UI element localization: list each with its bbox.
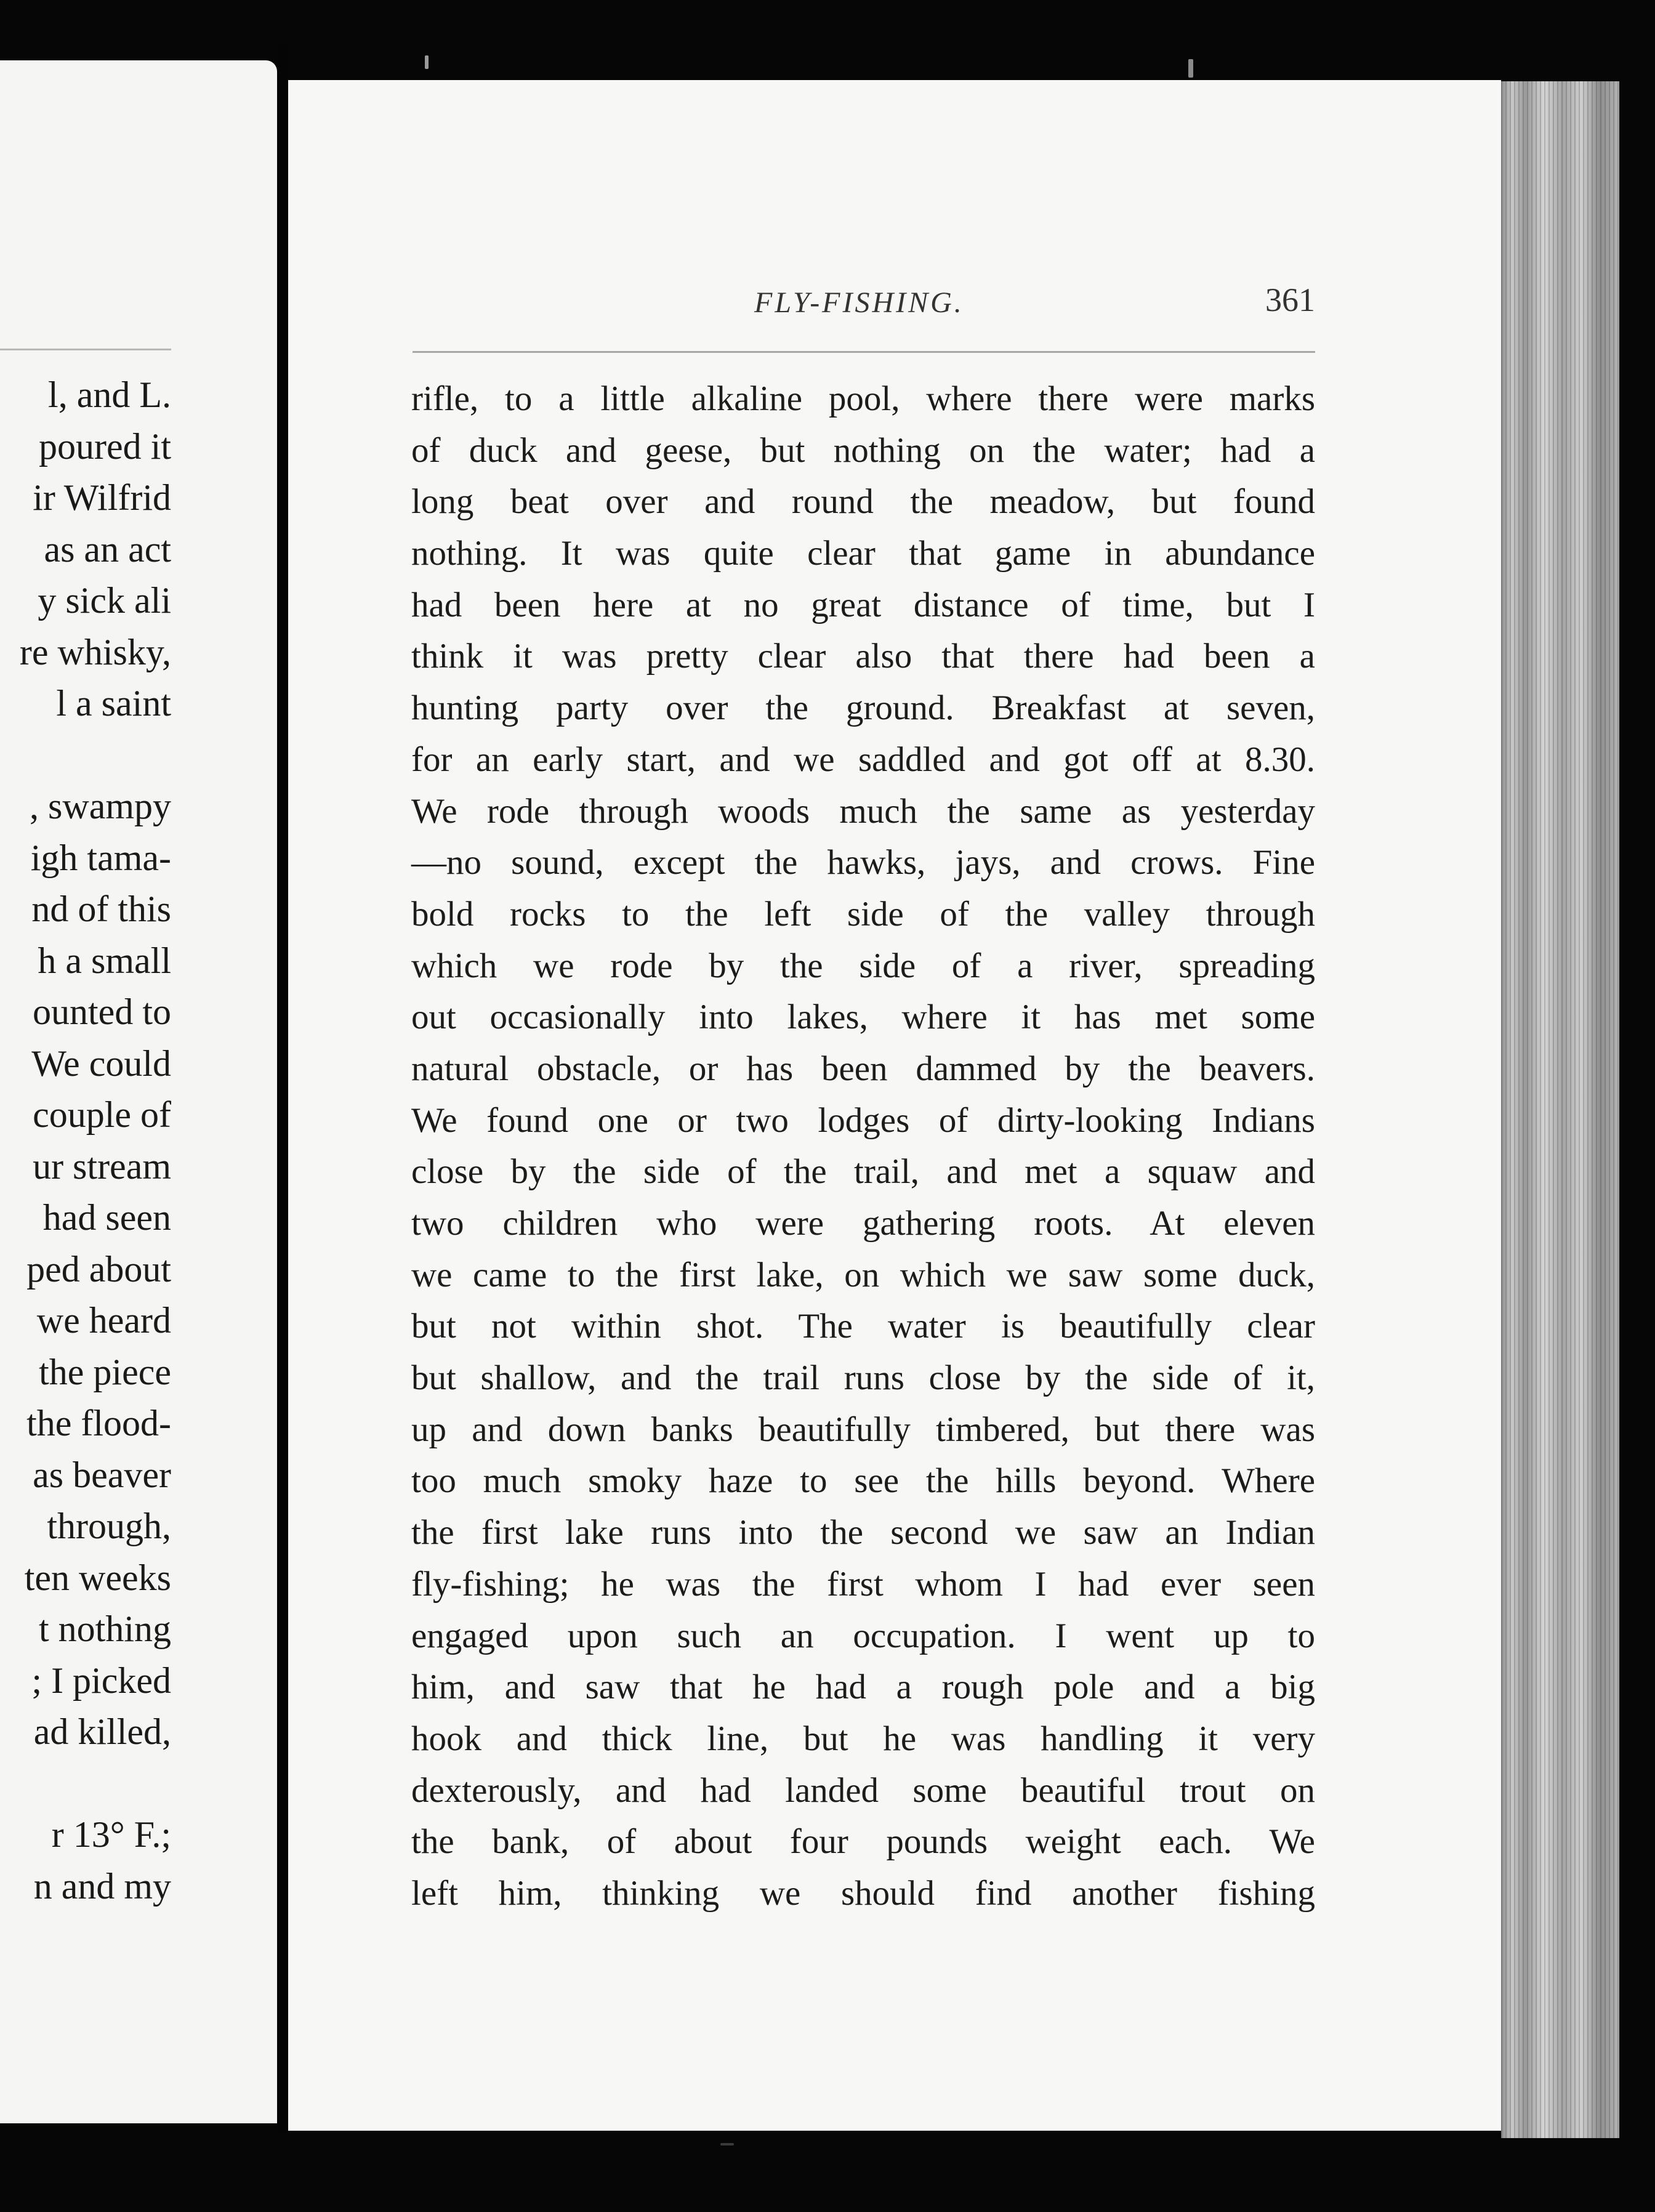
text-line: left him, thinking we should find another fishing <box>411 1873 1315 1913</box>
text-line: too much smoky haze to see the hills beyond. Where <box>411 1461 1315 1501</box>
left-line <box>0 730 171 781</box>
left-line: l, and L. <box>48 374 171 415</box>
text-line: close by the side of the trail, and met a squaw and <box>411 1152 1315 1192</box>
left-line: We could <box>31 1043 171 1084</box>
left-line: , swampy <box>30 786 171 826</box>
text-line: but shallow, and the trail runs close by the side of it, <box>411 1358 1315 1398</box>
left-line: ounted to <box>33 991 171 1032</box>
left-line: h a small <box>38 940 171 981</box>
left-line: re whisky, <box>19 631 171 672</box>
text-line: hunting party over the ground. Breakfast at seven, <box>411 688 1315 728</box>
text-line: of duck and geese, but nothing on the water; had a <box>411 430 1315 470</box>
text-line: —no sound, except the hawks, jays, and crows. Fine <box>411 843 1315 882</box>
text-line: think it was pretty clear also that there had been a <box>411 637 1315 676</box>
text-line: we came to the first lake, on which we saw some duck, <box>411 1255 1315 1294</box>
page-number: 361 <box>1265 281 1315 318</box>
left-line: ad killed, <box>33 1711 171 1752</box>
left-line: ir Wilfrid <box>33 477 171 518</box>
left-line: igh tama- <box>30 837 171 878</box>
left-line: ten weeks <box>24 1557 171 1598</box>
left-line: y sick ali <box>38 580 171 621</box>
text-line: We rode through woods much the same as yesterday <box>411 791 1315 831</box>
text-line: fly-fishing; he was the first whom I had ever seen <box>411 1564 1315 1604</box>
left-line: the piece <box>39 1351 171 1392</box>
scan-speck <box>425 55 429 69</box>
left-line: the flood- <box>26 1403 171 1443</box>
text-line: up and down banks beautifully timbered, but there was <box>411 1410 1315 1449</box>
scan-speck <box>1188 59 1193 78</box>
scan-speck <box>720 2143 734 2145</box>
text-line: the first lake runs into the second we saw an Indian <box>411 1513 1315 1552</box>
page-block-edge-texture <box>1501 81 1619 2138</box>
left-line: ped about <box>26 1248 171 1290</box>
text-line: rifle, to a little alkaline pool, where there were marks <box>411 379 1315 418</box>
text-line: the bank, of about four pounds weight each. We <box>411 1822 1315 1862</box>
left-line: r 13° F.; <box>51 1814 171 1855</box>
left-line: ; I picked <box>31 1660 171 1701</box>
book-gutter <box>277 43 289 2137</box>
left-line: l a saint <box>56 683 171 724</box>
text-line: but not within shot. The water is beautifully clear <box>411 1307 1315 1346</box>
text-line: him, and saw that he had a rough pole and a big <box>411 1668 1315 1707</box>
left-line: couple of <box>33 1094 171 1135</box>
left-line: we heard <box>36 1300 171 1341</box>
left-line: n and my <box>33 1865 171 1907</box>
text-line: two children who were gathering roots. At eleven <box>411 1204 1315 1243</box>
text-line: nothing. It was quite clear that game in abundance <box>411 534 1315 573</box>
text-line: engaged upon such an occupation. I went up to <box>411 1616 1315 1655</box>
left-line: t nothing <box>38 1609 171 1649</box>
left-line <box>0 1758 171 1810</box>
left-page-text <box>0 369 171 1912</box>
text-line: had been here at no great distance of time, but I <box>411 585 1315 624</box>
text-line: which we rode by the side of a river, spreading <box>411 946 1315 985</box>
running-head: FLY-FISHING. <box>754 286 964 319</box>
text-line: bold rocks to the left side of the valley through <box>411 894 1315 934</box>
text-line: hook and thick line, but he was handling it very <box>411 1719 1315 1758</box>
left-page-rule <box>0 349 171 350</box>
text-line: long beat over and round the meadow, but found <box>411 482 1315 522</box>
text-line: natural obstacle, or has been dammed by the beavers. <box>411 1049 1315 1088</box>
text-line: dexterously, and had landed some beautiful trout on <box>411 1770 1315 1810</box>
left-line: had seen <box>42 1197 171 1238</box>
left-line: nd of this <box>31 889 171 929</box>
left-line: as an act <box>44 528 171 570</box>
text-line: We found one or two lodges of dirty-looking Indians <box>411 1100 1315 1140</box>
header-rule <box>413 351 1315 353</box>
left-line: poured it <box>39 426 171 467</box>
text-line: out occasionally into lakes, where it has met some <box>411 998 1315 1037</box>
left-line: through, <box>47 1506 171 1546</box>
left-line: as beaver <box>33 1454 171 1495</box>
body-text <box>411 373 1315 1919</box>
text-line: for an early start, and we saddled and got off at 8.30. <box>411 740 1315 779</box>
left-line: ur stream <box>33 1145 171 1187</box>
